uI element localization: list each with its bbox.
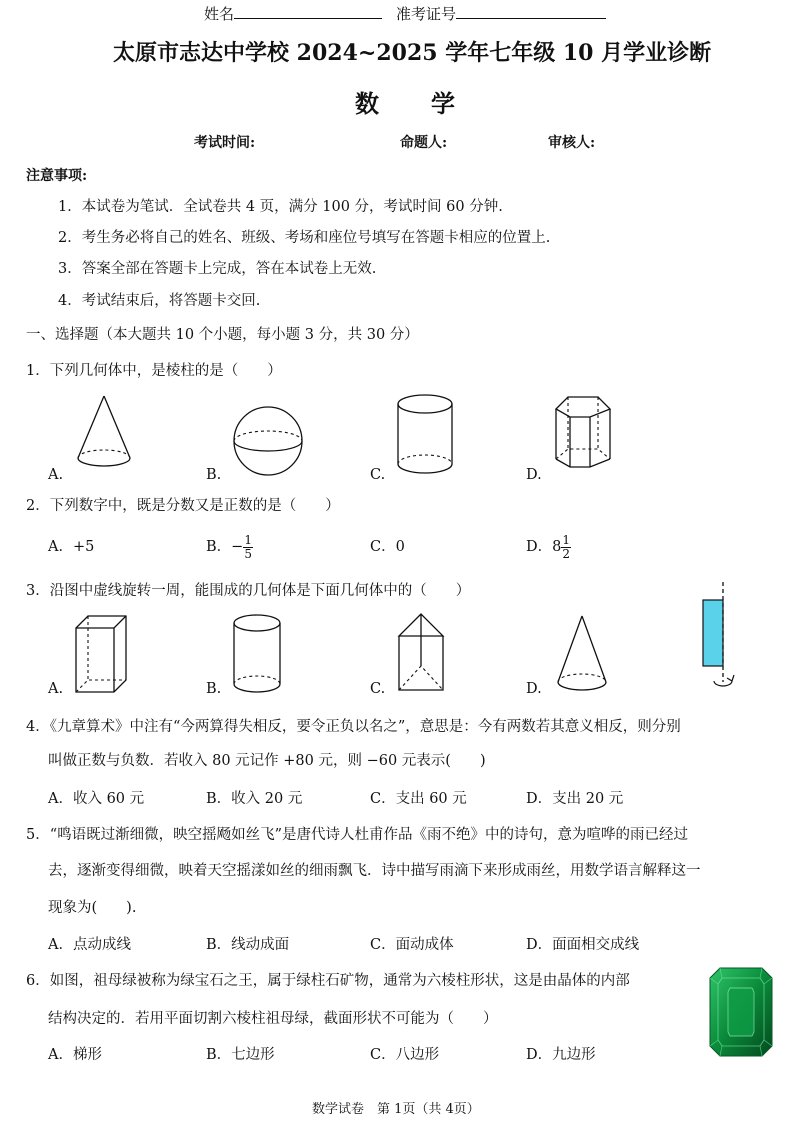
q6-option-b: B．七边形 — [206, 1047, 275, 1063]
q2-option-c: C．0 — [370, 539, 405, 555]
exam-number-label: 准考证号 — [396, 5, 457, 23]
q5-stem-line1: 5．“鸣语既过渐细微，映空摇飏如丝飞”是唐代诗人杜甫作品《雨不绝》中的诗句，意为喧哗的雨已经过 — [26, 827, 689, 843]
q5-option-d: D．面面相交成线 — [526, 937, 640, 953]
q2-option-b-sign: − — [231, 539, 244, 555]
q3-option-c: C. — [370, 681, 386, 697]
q4-option-c: C．支出 60 元 — [370, 791, 467, 807]
fraction-numerator: 1 — [244, 532, 252, 547]
q2-stem: 2．下列数字中，既是分数又是正数的是（ ） — [26, 498, 340, 514]
q5-option-b: B．线动成面 — [206, 937, 290, 953]
q2-option-b — [206, 530, 253, 564]
cuboid-icon — [72, 612, 134, 698]
q4-stem-line2: 叫做正数与负数．若收入 80 元记作 +80 元，则 −60 元表示( ) — [48, 753, 486, 769]
name-blank — [234, 4, 382, 19]
rotating-rectangle-icon — [696, 578, 744, 696]
page-footer: 数学试卷 第 1页（共 4页） — [312, 1102, 480, 1117]
note-item: 2．考生务必将自己的姓名、班级、考场和座位号填写在答题卡相应的位置上. — [58, 230, 551, 246]
q3-stem: 3．沿图中虚线旋转一周，能围成的几何体是下面几何体中的（ ） — [26, 583, 471, 599]
q1-option-b: B. — [206, 467, 222, 483]
exam-title: 太原市志达中学校 2024~2025 学年七年级 10 月学业诊断 — [113, 40, 712, 66]
fraction — [243, 534, 253, 560]
q3-option-a: A. — [48, 681, 64, 697]
exam-number-blank — [456, 4, 606, 19]
cone-icon — [70, 390, 140, 480]
q6-stem-line1: 6．如图，祖母绿被称为绿宝石之王，属于绿柱石矿物，通常为六棱柱形状，这是由晶体的内部 — [26, 973, 630, 989]
q1-stem: 1．下列几何体中，是棱柱的是（ ） — [26, 363, 282, 379]
notes-heading: 注意事项: — [26, 168, 88, 184]
q3-option-b: B. — [206, 681, 222, 697]
q6-option-c: C．八边形 — [370, 1047, 440, 1063]
q1-option-d: D. — [526, 467, 542, 483]
note-item: 1．本试卷为笔试．全试卷共 4 页，满分 100 分，考试时间 60 分钟. — [58, 199, 503, 215]
fraction-numerator: 1 — [562, 532, 571, 547]
q2-option-d-label: D． — [526, 539, 553, 555]
cylinder-icon — [230, 612, 290, 698]
q4-option-b: B．收入 20 元 — [206, 791, 303, 807]
q6-stem-line2: 结构决定的．若用平面切割六棱柱祖母绿，截面形状不可能为（ ） — [48, 1011, 498, 1027]
q5-option-a: A．点动成线 — [48, 937, 131, 953]
q6-option-a: A．梯形 — [48, 1047, 102, 1063]
q2-option-d-whole: 8 — [552, 539, 562, 555]
q6-option-d: D．九边形 — [526, 1047, 596, 1063]
section-heading: 一、选择题（本大题共 10 个小题，每小题 3 分，共 30 分） — [26, 327, 419, 343]
subject-title: 数 学 — [355, 89, 469, 118]
q3-option-d: D. — [526, 681, 542, 697]
exam-time-label: 考试时间: — [194, 135, 256, 151]
name-field — [204, 4, 382, 22]
sphere-icon — [230, 405, 310, 485]
q2-option-d — [526, 530, 571, 564]
reviewer-label: 审核人: — [548, 135, 596, 151]
cone-icon — [552, 612, 618, 700]
q2-option-b-label: B． — [206, 539, 232, 555]
q4-option-a: A．收入 60 元 — [48, 791, 145, 807]
exam-number-field — [396, 4, 606, 22]
q1-option-c: C. — [370, 467, 386, 483]
setter-label: 命题人: — [400, 135, 448, 151]
q4-option-d: D．支出 20 元 — [526, 791, 624, 807]
q2-option-a: A．+5 — [48, 539, 95, 555]
cylinder-icon — [395, 392, 465, 484]
q5-stem-line3: 现象为( ). — [48, 900, 137, 916]
q4-stem-line1: 4．《九章算术》中注有“今两算得失相反，要令正负以名之”，意思是：今有两数若其意义相反，则分别 — [26, 719, 681, 735]
fraction-denominator: 5 — [244, 546, 252, 561]
note-item: 4．考试结束后，将答题卡交回. — [58, 293, 261, 309]
q5-option-c: C．面动成体 — [370, 937, 454, 953]
q5-stem-line2: 去，逐渐变得细微，映着天空摇漾如丝的细雨飘飞．诗中描写雨滴下来形成雨丝，用数学语言解释这一 — [48, 863, 701, 879]
triangular-prism-icon — [395, 610, 455, 700]
fraction-denominator: 2 — [562, 546, 571, 561]
pentagonal-prism-icon — [552, 393, 622, 483]
fraction — [561, 534, 571, 560]
emerald-gem-icon — [708, 966, 774, 1058]
name-label: 姓名 — [204, 5, 235, 23]
q1-option-a: A. — [48, 467, 64, 483]
note-item: 3．答案全部在答题卡上完成，答在本试卷上无效. — [58, 261, 377, 277]
